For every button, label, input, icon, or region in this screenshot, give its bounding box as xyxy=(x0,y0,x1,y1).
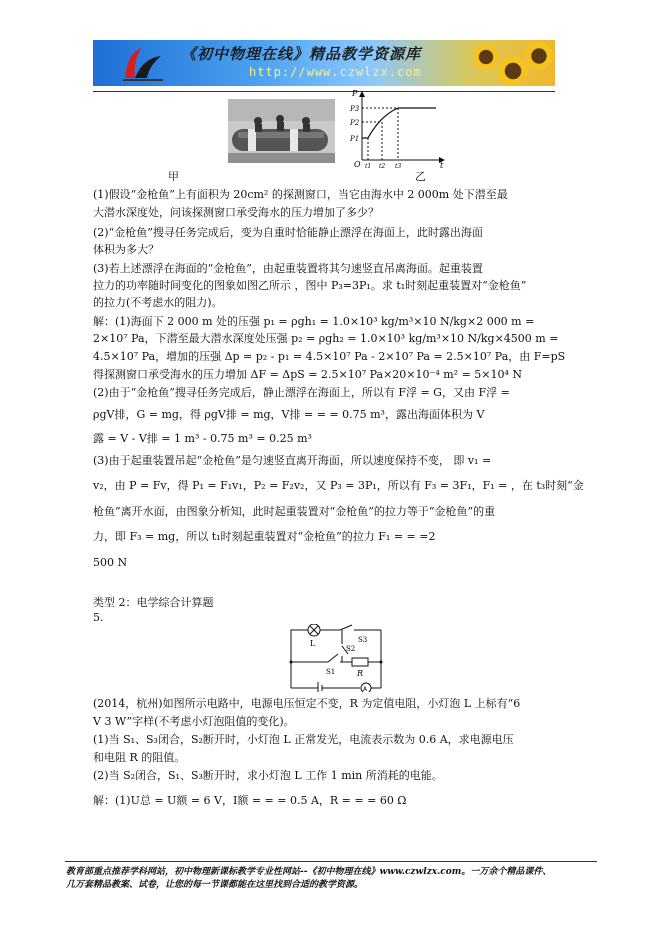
problem-line: 拉力的功率随时间变化的图象如图乙所示 ，图中 P₃=3P₁。求 t₁时刻起重装置对“金枪鱼” xyxy=(93,279,527,292)
solution-line: 力，即 F₃ = mg，所以 t₁时刻起重装置对“金枪鱼”的拉力 F₁ = = =2 xyxy=(93,530,436,543)
solution-line: 得探测窗口承受海水的压力增加 ΔF = ΔpS = 2.5×10⁷ Pa×20×10⁻⁴ m² = 5×10⁴ N xyxy=(93,368,523,381)
problem-line: (3)若上述漂浮在海面的“金枪鱼”，由起重装置将其匀速竖直吊离海面。起重装置 xyxy=(93,262,483,275)
graph-x-tick: t3 xyxy=(395,163,402,168)
sunflower-icon xyxy=(498,56,528,86)
solution-line: 露 = V - V排 = 1 m³ - 0.75 m³ = 0.25 m³ xyxy=(93,432,312,445)
problem-line: 的拉力(不考虑水的阻力)。 xyxy=(93,296,223,309)
graph-y-tick: P3 xyxy=(350,105,360,113)
graph-y-tick: P1 xyxy=(350,135,360,143)
solution-line: 解：(1)海面下 2 000 m 处的压强 p₁ = ρgh₁ = 1.0×10³ kg/m³×10 N/kg×2 000 m = xyxy=(93,315,535,328)
problem-line: (2)“金枪鱼”搜寻任务完成后，变为自重时恰能静止漂浮在海面上，此时露出海面 xyxy=(93,226,483,239)
footer-line: 教育部重点推荐学科网站，初中物理新课标教学专业性网站--《初中物理在线》www.czwlzx.com。一万余个精品课件、 xyxy=(66,867,552,877)
footer-divider xyxy=(65,861,597,862)
switch-label: S2 xyxy=(346,645,356,653)
lamp-label: L xyxy=(310,639,316,648)
solution-line: v₂，由 P = Fv，得 P₁ = F₁v₁，P₂ = F₂v₂，又 P₃ = 3P₁，所以有 F₃ = 3F₁，F₁ = ，在 t₃时刻“金 xyxy=(93,479,584,492)
header-banner xyxy=(93,40,555,86)
sunflower-icon xyxy=(525,42,553,70)
problem-line: (2014，杭州)如图所示电路中，电源电压恒定不变，R 为定值电阻，小灯泡 L 上标有“6 xyxy=(93,697,521,710)
figure-label-left: 甲 xyxy=(168,170,179,183)
graph-x-tick: t2 xyxy=(379,163,386,168)
header-divider xyxy=(93,91,555,92)
banner-url[interactable]: http://www.czwlzx.com xyxy=(249,65,422,79)
solution-line: (3)由于起重装置吊起“金枪鱼”是匀速竖直离开海面，所以速度保持不变， 即 v₁ = xyxy=(93,454,492,467)
problem-line: 体积为多大？ xyxy=(93,243,159,256)
ammeter-label: A xyxy=(363,686,368,692)
problem-line: V 3 W”字样(不考虑小灯泡阻值的变化)。 xyxy=(93,715,295,728)
section-heading: 类型 2：电学综合计算题 xyxy=(93,596,214,609)
solution-line: ρgV排，G = mg，得 ρgV排 = mg，V排 = = = 0.75 m³，露出海面体积为 V xyxy=(93,408,485,421)
graph-y-axis-label: P xyxy=(352,89,358,98)
site-logo-icon xyxy=(121,44,165,82)
sunflower-icon xyxy=(473,44,499,70)
switch-label: S1 xyxy=(326,668,336,676)
figure-label-right: 乙 xyxy=(415,170,426,183)
solution-line: 枪鱼”离开水面，由图象分析知，此时起重装置对“金枪鱼”的拉力等于“金枪鱼”的重 xyxy=(93,505,496,518)
problem-line: (1)当 S₁、S₃闭合，S₂断开时，小灯泡 L 正常发光，电流表示数为 0.6 A，求电源电压 xyxy=(93,733,514,746)
problem-line: (2)当 S₂闭合，S₁、S₃断开时，求小灯泡 L 工作 1 min 所消耗的电能。 xyxy=(93,769,443,782)
solution-line: (2)由于“金枪鱼”搜寻任务完成后，静止漂浮在海面上，所以有 F浮 = G，又由 F浮 = xyxy=(93,386,510,399)
footer-line: 几万套精品教案、试卷，让您的每一节课都能在这里找到合适的教学资源。 xyxy=(66,880,364,890)
problem-line: (1)假设“金枪鱼”上有面积为 20cm² 的探测窗口，当它由海水中 2 000m 处下潜至最 xyxy=(93,188,508,201)
graph-y-tick: P2 xyxy=(350,119,360,127)
solution-line: 解：(1)U总 = U额 = 6 V，I额 = = = 0.5 A，R = = = 60 Ω xyxy=(93,794,407,807)
problem-line: 大潜水深度处，问该探测窗口承受海水的压力增加了多少？ xyxy=(93,206,379,219)
power-time-graph xyxy=(340,88,450,168)
resistor-label: R xyxy=(357,669,364,678)
solution-line: 4.5×10⁷ Pa，增加的压强 Δp = p₂ - p₁ = 4.5×10⁷ Pa - 2×10⁷ Pa = 2.5×10⁷ Pa，由 F=pS xyxy=(93,350,566,363)
graph-origin-label: O xyxy=(354,160,361,168)
problem-number: 5. xyxy=(93,611,104,624)
switch-label: S3 xyxy=(358,636,368,644)
circuit-diagram xyxy=(282,624,390,692)
submersible-photo xyxy=(228,99,335,163)
graph-x-axis-label: t xyxy=(440,161,444,168)
graph-x-tick: t1 xyxy=(365,163,372,168)
banner-title: 《初中物理在线》精品教学资源库 xyxy=(181,45,422,63)
problem-line: 和电阻 R 的阻值。 xyxy=(93,751,186,764)
solution-line: 500 N xyxy=(93,556,128,569)
solution-line: 2×10⁷ Pa，下潜至最大潜水深度处压强 p₂ = ρgh₂ = 1.0×10³ kg/m³×10 N/kg×4500 m = xyxy=(93,332,559,345)
